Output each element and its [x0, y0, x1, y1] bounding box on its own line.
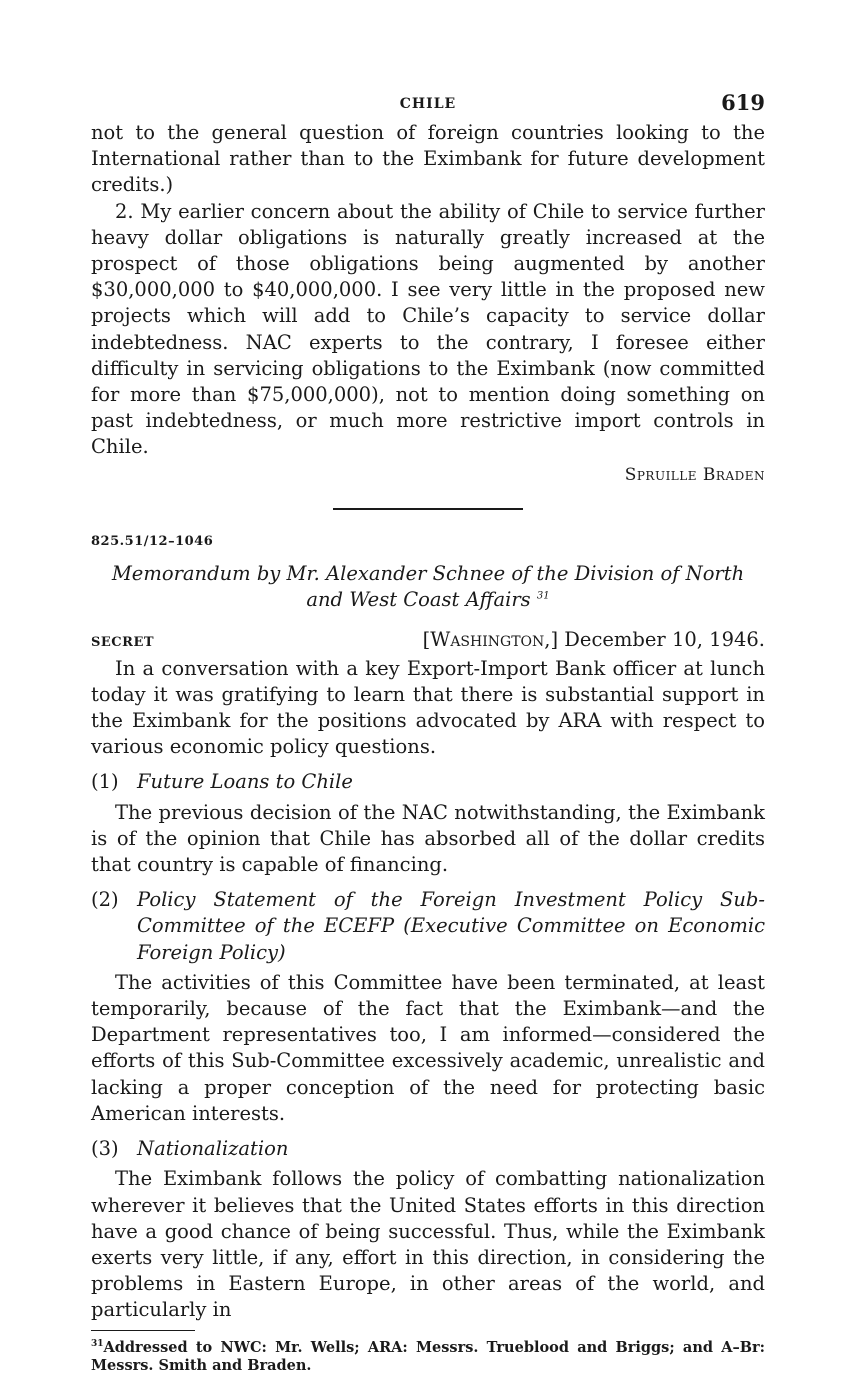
section-divider — [333, 508, 523, 510]
running-head: CHILE — [399, 96, 457, 112]
section-number: (2) — [91, 888, 119, 912]
footnote-text: Addressed to NWC: Mr. Wells; ARA: Messrs. Trueblood and Briggs; and A–Br: Messrs. Smith and Braden. — [91, 1339, 765, 1375]
section-number: (1) — [91, 770, 119, 794]
section-heading-3 — [91, 1136, 765, 1162]
intro-paragraph: In a conversation with a key Export-Import Bank officer at lunch today it was gratifying to learn that there is substantial support in the Eximbank for the positions advocated by ARA with respect to various economic policy questions. — [91, 656, 765, 759]
continuation-paragraph: not to the general question of foreign countries looking to the International rather than to the Eximbank for future development credits.) — [91, 121, 765, 197]
page-header — [91, 88, 765, 120]
section-title: Policy Statement of the Foreign Investment Policy Sub-Committee of the ECEFP (Executive Committee on Economic Foreign Policy) — [137, 888, 765, 964]
date: December 10, 1946. — [564, 627, 765, 651]
section-body-2: The activities of this Committee have been terminated, at least temporarily, because of the fact that the Eximbank—and the Department representatives too, I am informed—considered the efforts of this Sub-Committee excessively academic, unrealistic and lacking a proper conception of the need for protecting basic American interests. — [91, 970, 765, 1125]
file-number: 825.51/12–1046 — [91, 533, 214, 549]
footnote-divider — [91, 1330, 195, 1332]
place-date — [423, 627, 765, 653]
place: [Washington,] — [422, 627, 559, 651]
section-heading-2 — [91, 887, 765, 966]
section-body-1: The previous decision of the NAC notwithstanding, the Eximbank is of the opinion that Chile has absorbed all of the dollar credits that country is capable of financing. — [91, 800, 765, 877]
section-title: Future Loans to Chile — [137, 770, 353, 794]
footnote-number: 31 — [91, 1339, 104, 1350]
classification: SECRET — [91, 634, 155, 650]
dateline — [91, 627, 765, 656]
signature: Spruille Braden — [624, 464, 765, 485]
section-title: Nationalization — [137, 1137, 289, 1161]
document-page — [91, 88, 765, 1375]
footnote-ref: 31 — [536, 590, 550, 602]
paragraph-concern: 2. My earlier concern about the ability of Chile to service further heavy dollar obligations is naturally greatly increased at the prospect of those obligations being augmented by another $30,000,000 to $40,000,000. I see very little in the proposed new projects which will add to Chile’s capacity to service dollar indebtedness. NAC experts to the contrary, I foresee either difficulty in servicing obligations to the Eximbank (now committed for more than $75,000,000), not to mention doing something on past indebtedness, or much more restrictive import controls in Chile. — [91, 199, 765, 459]
section-number: (3) — [91, 1137, 119, 1161]
page-number: 619 — [721, 90, 765, 115]
memorandum-title-text: Memorandum by Mr. Alexander Schnee of the Division of North and West Coast Affairs — [111, 561, 745, 611]
footnote — [91, 1339, 765, 1375]
section-heading-1 — [91, 769, 765, 795]
section-body-3: The Eximbank follows the policy of combatting nationalization wherever it believes that the United States efforts in this direction have a good chance of being successful. Thus, while the Eximbank exerts very little, if any, effort in this direction, in considering the problems in Eastern Europe, in other areas of the world, and particularly in — [91, 1167, 765, 1322]
memorandum-title — [91, 561, 765, 613]
